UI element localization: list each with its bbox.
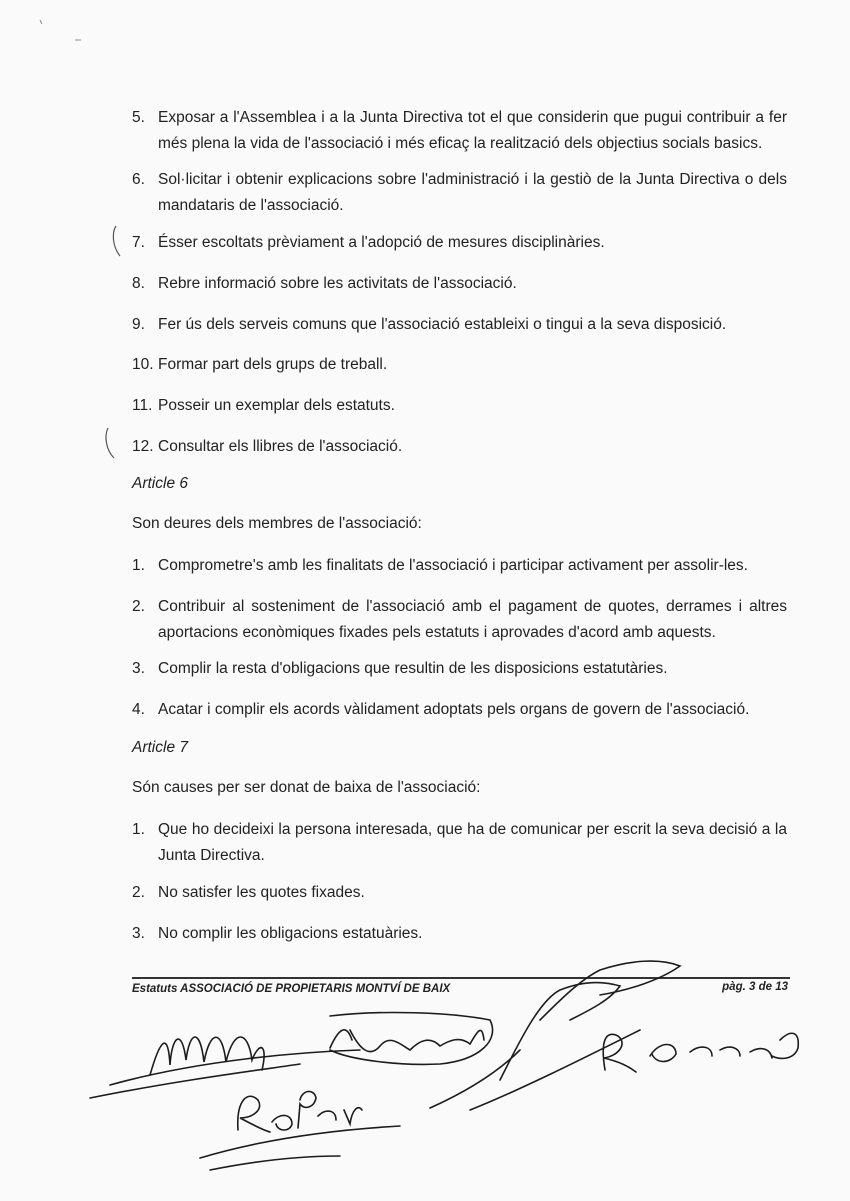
list-item — [132, 697, 787, 723]
page-number: pàg. 3 de 13 — [722, 981, 788, 993]
list-text: Consultar els llibres de l'associació. — [158, 438, 403, 455]
list-number: 3. — [132, 925, 145, 942]
list-item — [132, 817, 787, 869]
article-intro: Són causes per ser donat de baixa de l'associació: — [132, 779, 481, 796]
list-number: 4. — [132, 701, 145, 718]
list-number: 2. — [132, 884, 145, 901]
list-text: Que ho decideixi la persona interesada, que ha de comunicar per escrit la seva decisió a la Junta Directiva. — [158, 821, 787, 864]
list-number: 12. — [132, 438, 154, 455]
signature-1 — [150, 1037, 264, 1075]
list-number: 7. — [132, 234, 145, 251]
list-number: 9. — [132, 316, 145, 333]
footer-title: Estatuts ASSOCIACIÓ DE PROPIETARIS MONTVÍ DE BAIX — [132, 983, 451, 995]
list-number: 10. — [132, 356, 154, 373]
list-text: Exposar a l'Assemblea i a la Junta Directiva tot el que considerin que pugui contribuir a fer més plena la vida de l'associació i més eficaç la realització dels objectius socials basics. — [158, 109, 787, 152]
list-number: 5. — [132, 109, 145, 126]
article-heading: Article 6 — [132, 475, 188, 492]
list-item — [132, 393, 787, 419]
list-text: Fer ús dels serveis comuns que l'associació estableixi o tingui a la seva disposició. — [158, 316, 727, 333]
list-number: 8. — [132, 275, 145, 292]
list-number: 1. — [132, 821, 145, 838]
list-item — [132, 434, 787, 460]
signatures-area — [0, 940, 850, 1201]
list-text: Formar part dels grups de treball. — [158, 356, 388, 373]
list-item — [132, 105, 787, 157]
list-item — [132, 312, 787, 338]
list-text: Complir la resta d'obligacions que resultin de les disposicions estatutàries. — [158, 660, 668, 677]
signature-3 — [500, 961, 680, 1080]
list-text: Comprometre's amb les finalitats de l'associació i participar activament per assolir-les. — [158, 557, 748, 574]
list-item — [132, 553, 787, 579]
list-item — [132, 594, 787, 646]
list-number: 3. — [132, 660, 145, 677]
signature-5 — [238, 1091, 362, 1132]
list-item — [132, 167, 787, 219]
list-item — [132, 656, 787, 682]
list-number: 11. — [132, 397, 153, 414]
list-text: Sol·licitar i obtenir explicacions sobre l'administració i la gestiò de la Junta Directiva o dels mandataris de l'associació. — [158, 171, 787, 214]
signature-2 — [330, 1030, 484, 1052]
list-text: No complir les obligacions estatuàries. — [158, 925, 423, 942]
list-text: Posseir un exemplar dels estatuts. — [158, 397, 395, 414]
list-item — [132, 880, 787, 906]
list-item — [132, 352, 787, 378]
list-text: Ésser escoltats prèviament a l'adopció de mesures disciplinàries. — [158, 234, 605, 251]
list-text: Acatar i complir els acords vàlidament adoptats pels organs de govern de l'associació. — [158, 701, 750, 718]
list-number: 1. — [132, 557, 145, 574]
article-heading: Article 7 — [132, 739, 188, 756]
signature-4 — [603, 1033, 798, 1072]
list-text: No satisfer les quotes fixades. — [158, 884, 365, 901]
list-text: Contribuir al sosteniment de l'associació amb el pagament de quotes, derrames i altres aportacions econòmiques fixades pels estatuts i aprovades d'acord amb aquests. — [158, 598, 787, 641]
list-item — [132, 230, 787, 256]
list-text: Rebre informació sobre les activitats de l'associació. — [158, 275, 517, 292]
list-number: 2. — [132, 598, 145, 615]
article-intro: Son deures dels membres de l'associació: — [132, 515, 422, 532]
list-number: 6. — [132, 171, 145, 188]
list-item — [132, 271, 787, 297]
